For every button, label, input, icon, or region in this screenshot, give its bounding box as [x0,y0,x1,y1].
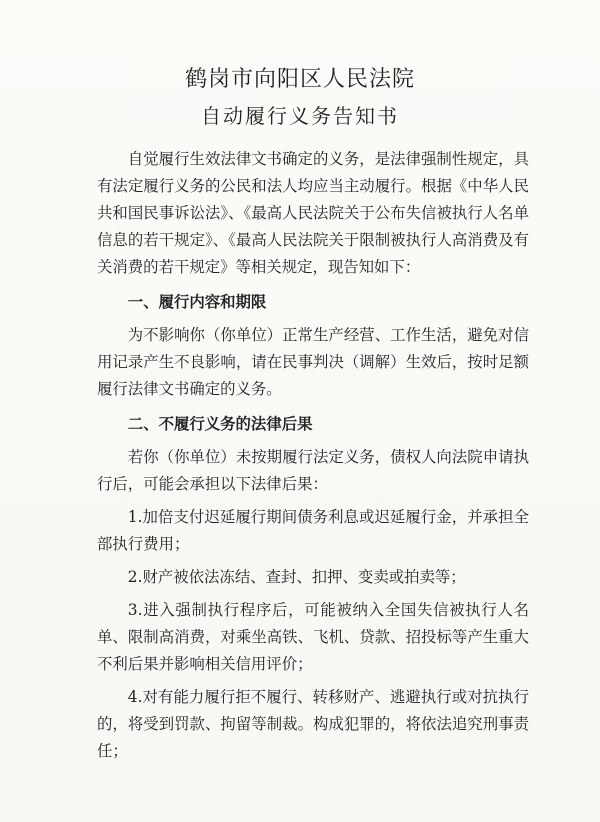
section-1-heading: 一、履行内容和期限 [127,293,267,311]
consequence-item-2: 2.财产被依法冻结、查封、扣押、变卖或拍卖等； [127,568,466,586]
document-body [97,146,529,765]
intro-paragraph: 自觉履行生效法律文书确定的义务，是法律强制性规定，具有法定履行义务的公民和法人均应当主动履行。根据《中华人民共和国民事诉讼法》、《最高人民法院关于公布失信被执行人名单信息的若干规定》、《最高人民法院关于限制被执行人高消费及有关消费的若干规定》等相关规定，现告知如下： [97,150,529,276]
consequence-item-4: 4.对有能力履行拒不履行、转移财产、逃避执行或对抗执行的，将受到罚款、拘留等制裁。构成犯罪的，将依法追究刑事责任； [97,688,529,760]
consequence-item-3: 3.进入强制执行程序后，可能被纳入全国失信被执行人名单、限制高消费，对乘坐高铁、飞机、贷款、招投标等产生重大不利后果并影响相关信用评价； [97,601,529,673]
court-name: 鹤岗市向阳区人民法院 [184,67,415,92]
section-2-intro: 若你（你单位）未按期履行法定义务，债权人向法院申请执行后，可能会承担以下法律后果： [97,448,529,493]
document-title: 自动履行义务告知书 [201,104,399,128]
section-2-heading: 二、不履行义务的法律后果 [127,415,313,433]
consequence-item-1: 1.加倍支付迟延履行期间债务利息或迟延履行金，并承担全部执行费用； [97,508,529,553]
section-1-text: 为不影响你（你单位）正常生产经营、工作生活，避免对信用记录产生不良影响，请在民事判决（调解）生效后，按时足额履行法律文书确定的义务。 [97,326,529,398]
